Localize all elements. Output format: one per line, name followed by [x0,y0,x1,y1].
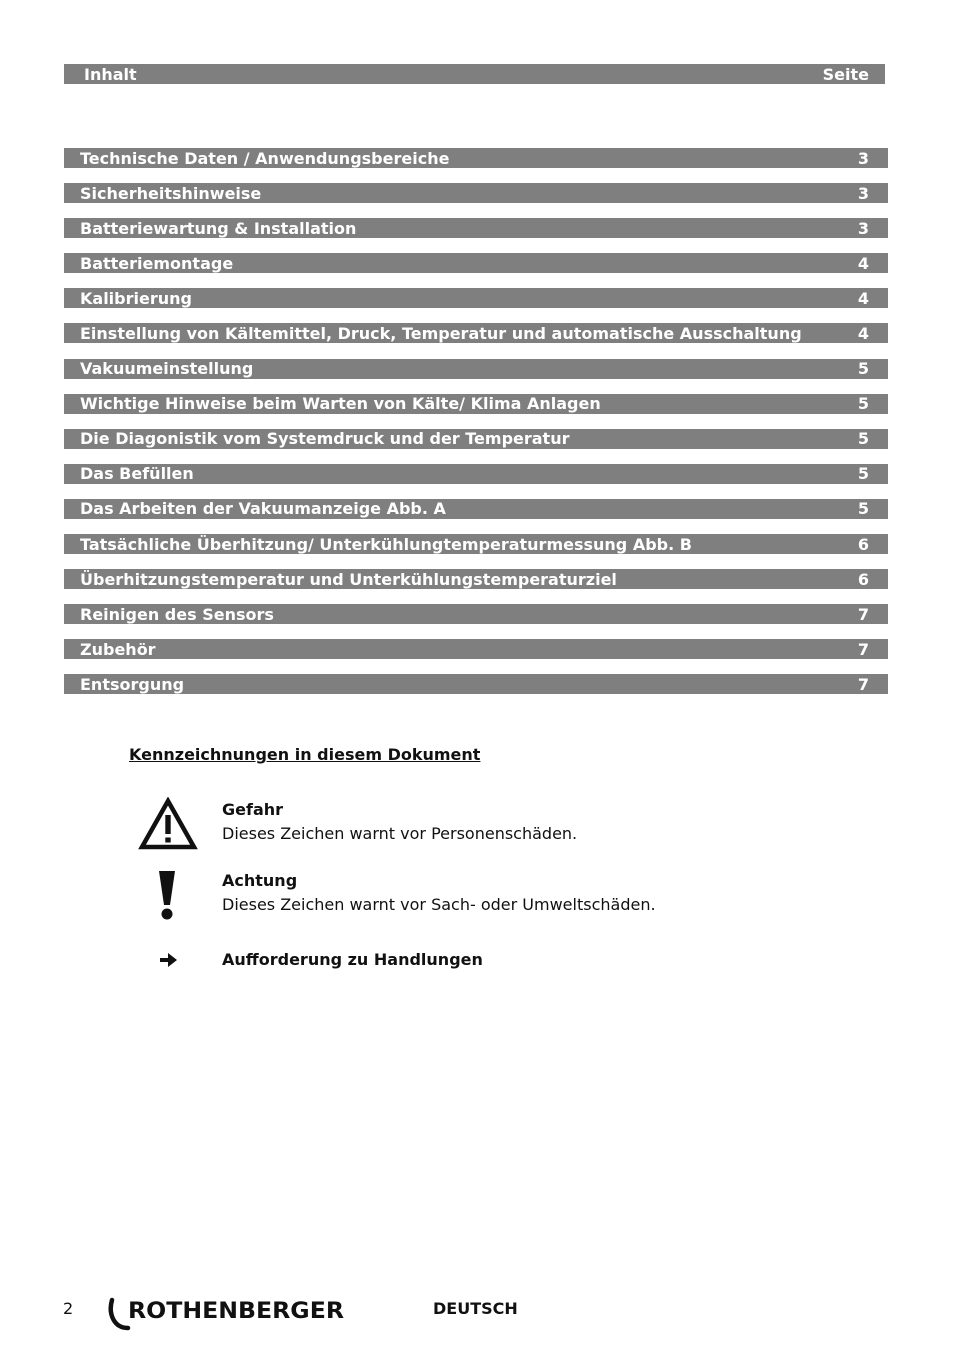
action-title: Aufforderung zu Handlungen [222,950,483,969]
toc-page: 3 [857,183,869,203]
toc-row[interactable] [64,534,888,554]
toc-header-left: Inhalt [84,64,137,84]
toc-row[interactable] [64,429,888,449]
exclamation-icon [156,871,178,921]
toc-page: 7 [857,604,869,624]
toc-header [64,64,885,84]
toc-row[interactable] [64,359,888,379]
toc-title: Kalibrierung [80,288,192,308]
danger-text: Dieses Zeichen warnt vor Personenschäden. [222,824,578,843]
toc-row[interactable] [64,323,888,343]
toc-title: Zubehör [80,639,156,659]
brand-name: ROTHENBERGER [128,1299,345,1324]
caution-title: Achtung [222,871,298,890]
toc-row[interactable] [64,569,888,589]
toc-row[interactable] [64,148,888,168]
toc-page: 5 [857,429,869,449]
toc-header-right: Seite [822,64,869,84]
toc-title: Die Diagonistik vom Systemdruck und der Temperatur [80,429,570,449]
legend-title: Kennzeichnungen in diesem Dokument [129,745,481,764]
danger-label [222,800,577,843]
action-label [222,950,483,969]
toc-page: 5 [857,499,869,519]
caution-label [222,871,656,914]
toc-title: Das Befüllen [80,464,194,484]
toc-row[interactable] [64,464,888,484]
toc-page: 6 [857,534,869,554]
toc-page: 6 [857,569,869,589]
arrow-right-icon [160,952,178,968]
toc-title: Überhitzungstemperatur und Unterkühlungstemperaturziel [80,569,617,589]
toc-title: Einstellung von Kältemittel, Druck, Temperatur und automatische Ausschaltung [80,323,802,343]
toc-page: 3 [857,218,869,238]
toc-page: 5 [857,394,869,414]
toc-row[interactable] [64,253,888,273]
rothenberger-logo [104,1294,349,1334]
toc-title: Batteriemontage [80,253,234,273]
toc-title: Sicherheitshinweise [80,183,262,203]
toc-page: 7 [857,639,869,659]
toc-row[interactable] [64,604,888,624]
toc-title: Reinigen des Sensors [80,604,274,624]
toc-title: Tatsächliche Überhitzung/ Unterkühlungtemperaturmessung Abb. B [80,534,692,554]
toc-page: 5 [857,464,869,484]
toc-page: 4 [857,323,869,343]
warning-triangle-icon [138,797,198,851]
caution-text: Dieses Zeichen warnt vor Sach- oder Umweltschäden. [222,895,656,914]
toc-row[interactable] [64,499,888,519]
toc-page: 5 [857,359,869,379]
toc-row[interactable] [64,183,888,203]
danger-title: Gefahr [222,800,284,819]
toc-title: Wichtige Hinweise beim Warten von Kälte/ Klima Anlagen [80,394,601,414]
page-number: 2 [63,1299,74,1318]
table-of-contents [64,148,888,710]
toc-page: 4 [857,253,869,273]
toc-title: Das Arbeiten der Vakuumanzeige Abb. A [80,499,446,519]
toc-page: 4 [857,288,869,308]
toc-row[interactable] [64,218,888,238]
toc-page: 7 [857,674,869,694]
toc-title: Entsorgung [80,674,185,694]
toc-row[interactable] [64,674,888,694]
toc-title: Technische Daten / Anwendungsbereiche [80,148,450,168]
toc-title: Vakuumeinstellung [80,359,254,379]
language-label: DEUTSCH [433,1299,518,1318]
toc-page: 3 [857,148,869,168]
toc-row[interactable] [64,639,888,659]
toc-title: Batteriewartung & Installation [80,218,357,238]
toc-row[interactable] [64,288,888,308]
toc-row[interactable] [64,394,888,414]
